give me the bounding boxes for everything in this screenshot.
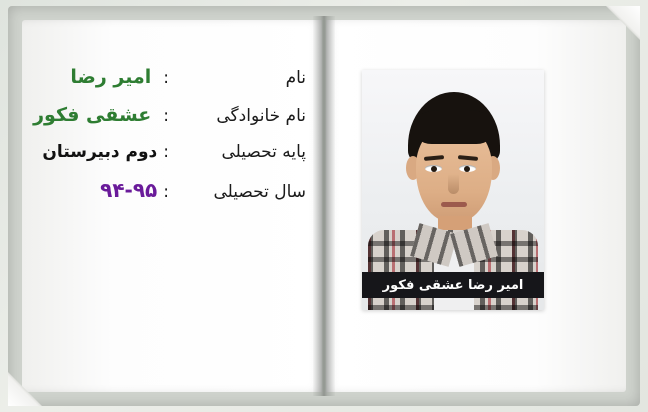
label-academic-year: سال تحصیلی <box>213 182 306 202</box>
info-row-family-name <box>34 104 306 126</box>
info-row-grade <box>34 142 306 162</box>
value-family-name: عشقی فکور <box>33 104 152 126</box>
label-family-name: نام خانوادگی <box>216 106 306 126</box>
label-grade: پایه تحصیلی <box>221 142 306 162</box>
info-row-name <box>34 66 306 88</box>
pupil-right-shape <box>464 166 470 172</box>
mouth-shape <box>441 202 467 207</box>
colon-academic-year: : <box>163 182 169 202</box>
colon-grade: : <box>163 142 169 162</box>
book-page-left <box>22 20 322 392</box>
colon-family-name: : <box>163 106 169 126</box>
info-row-academic-year <box>34 178 306 202</box>
photo-caption-text: امیر رضا عشقی فکور <box>382 277 524 293</box>
student-info-list <box>34 66 306 202</box>
open-book <box>8 6 640 406</box>
colon-name: : <box>163 68 169 88</box>
nose-shape <box>448 174 459 194</box>
label-name: نام <box>285 68 306 88</box>
photo-caption-bar <box>362 272 544 298</box>
value-name: امیر رضا <box>70 66 152 88</box>
value-academic-year: ۹۴-۹۵ <box>100 178 158 202</box>
pupil-left-shape <box>431 166 437 172</box>
book-spine <box>313 16 335 396</box>
book-page-right <box>326 20 626 392</box>
fringe-shape <box>412 110 496 144</box>
value-grade: دوم دبیرستان <box>42 142 158 162</box>
student-photo <box>362 70 544 310</box>
